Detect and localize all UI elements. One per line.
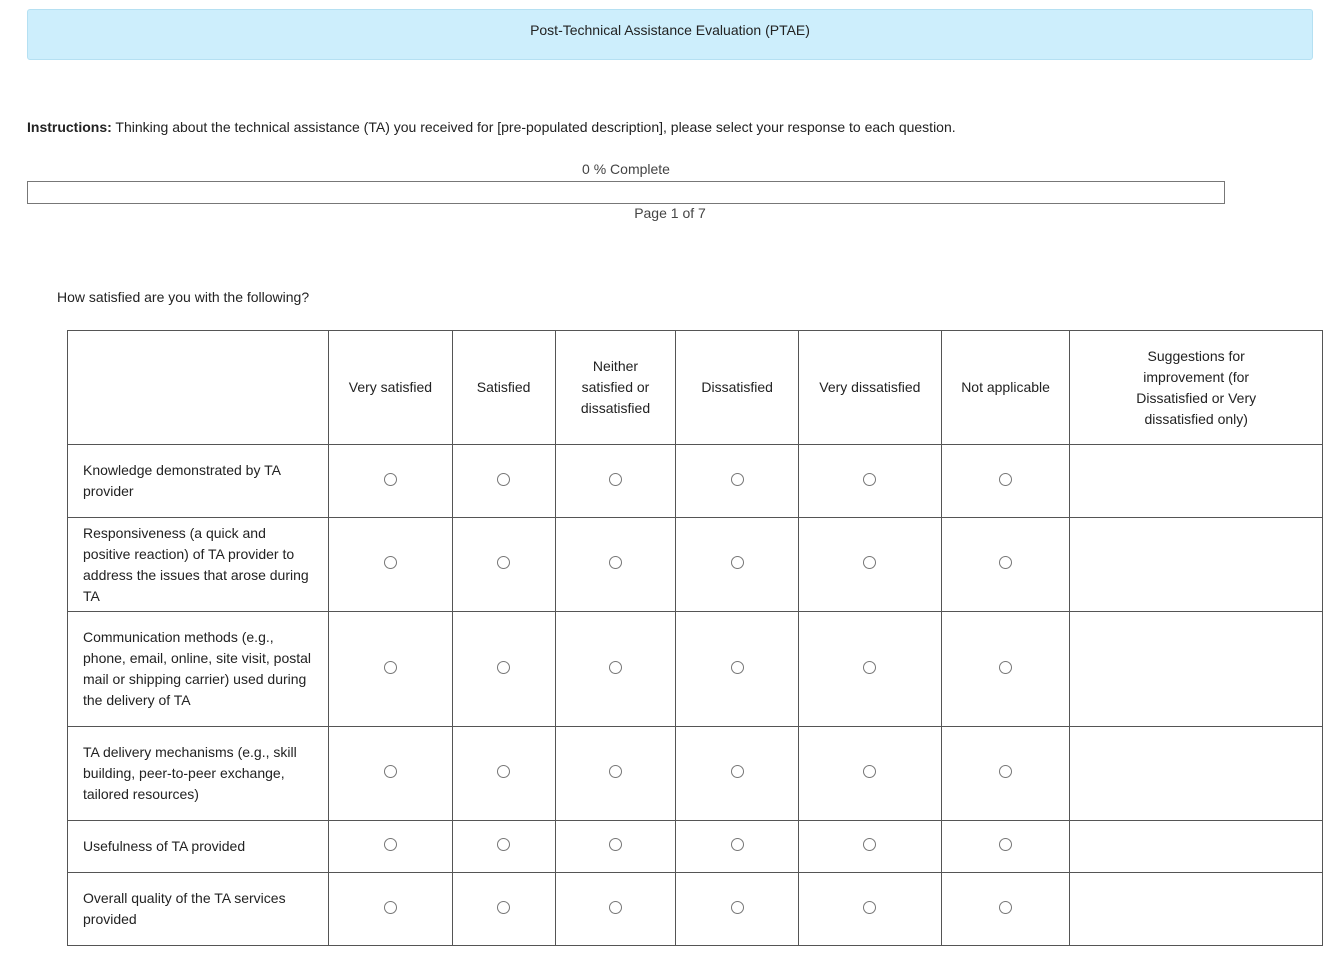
- radio-cell: [941, 821, 1070, 873]
- radio-cell: [798, 727, 941, 821]
- radio-cell: [676, 518, 799, 612]
- radio-cell: [941, 612, 1070, 727]
- suggestions-cell[interactable]: [1070, 445, 1323, 518]
- column-header: Suggestions for improvement (for Dissatisfied or Very dissatisfied only): [1070, 331, 1323, 445]
- radio-button[interactable]: [999, 901, 1012, 914]
- radio-cell: [452, 612, 555, 727]
- radio-cell: [452, 445, 555, 518]
- row-label: Usefulness of TA provided: [68, 821, 329, 873]
- radio-button[interactable]: [497, 473, 510, 486]
- radio-cell: [555, 873, 676, 946]
- radio-button[interactable]: [863, 901, 876, 914]
- radio-button[interactable]: [497, 661, 510, 674]
- radio-button[interactable]: [497, 838, 510, 851]
- radio-button[interactable]: [863, 765, 876, 778]
- radio-button[interactable]: [384, 901, 397, 914]
- radio-button[interactable]: [384, 661, 397, 674]
- radio-cell: [452, 821, 555, 873]
- progress-bar: [27, 181, 1225, 204]
- table-row: [68, 445, 1323, 518]
- table-row: [68, 727, 1323, 821]
- table-row: [68, 612, 1323, 727]
- instructions: [27, 119, 956, 135]
- radio-button[interactable]: [609, 556, 622, 569]
- radio-cell: [329, 612, 452, 727]
- header-blank: [68, 331, 329, 445]
- question-text: How satisfied are you with the following?: [57, 289, 310, 305]
- radio-cell: [555, 727, 676, 821]
- radio-button[interactable]: [999, 661, 1012, 674]
- table-row: [68, 518, 1323, 612]
- radio-button[interactable]: [497, 765, 510, 778]
- radio-button[interactable]: [609, 661, 622, 674]
- radio-cell: [798, 445, 941, 518]
- progress-label: 0 % Complete: [582, 161, 670, 177]
- suggestions-cell[interactable]: [1070, 821, 1323, 873]
- radio-cell: [329, 518, 452, 612]
- radio-cell: [329, 445, 452, 518]
- radio-cell: [452, 727, 555, 821]
- radio-button[interactable]: [384, 556, 397, 569]
- radio-cell: [329, 727, 452, 821]
- radio-button[interactable]: [609, 901, 622, 914]
- radio-cell: [452, 518, 555, 612]
- radio-button[interactable]: [384, 765, 397, 778]
- table-row: [68, 873, 1323, 946]
- radio-button[interactable]: [863, 556, 876, 569]
- radio-cell: [555, 612, 676, 727]
- radio-cell: [329, 821, 452, 873]
- column-header: Not applicable: [941, 331, 1070, 445]
- radio-button[interactable]: [609, 473, 622, 486]
- radio-cell: [676, 821, 799, 873]
- row-label: Overall quality of the TA services provided: [68, 873, 329, 946]
- suggestions-cell[interactable]: [1070, 727, 1323, 821]
- radio-cell: [798, 518, 941, 612]
- radio-cell: [676, 612, 799, 727]
- row-label: Communication methods (e.g., phone, email, online, site visit, postal mail or shipping carrier) used during the delivery of TA: [68, 612, 329, 727]
- table-row: [68, 821, 1323, 873]
- radio-button[interactable]: [497, 556, 510, 569]
- radio-button[interactable]: [731, 473, 744, 486]
- radio-cell: [555, 821, 676, 873]
- row-label: TA delivery mechanisms (e.g., skill building, peer-to-peer exchange, tailored resources): [68, 727, 329, 821]
- radio-cell: [941, 518, 1070, 612]
- radio-cell: [941, 445, 1070, 518]
- radio-cell: [676, 873, 799, 946]
- row-label: Responsiveness (a quick and positive reaction) of TA provider to address the issues that arose during TA: [68, 518, 329, 612]
- radio-cell: [798, 873, 941, 946]
- radio-cell: [329, 873, 452, 946]
- radio-button[interactable]: [384, 838, 397, 851]
- radio-cell: [555, 518, 676, 612]
- radio-button[interactable]: [863, 838, 876, 851]
- radio-button[interactable]: [999, 838, 1012, 851]
- instructions-text: Thinking about the technical assistance (TA) you received for [pre-populated description], please select your response to each question.: [111, 119, 956, 135]
- radio-cell: [798, 612, 941, 727]
- radio-button[interactable]: [609, 838, 622, 851]
- row-label: Knowledge demonstrated by TA provider: [68, 445, 329, 518]
- radio-cell: [452, 873, 555, 946]
- column-header: Neither satisfied or dissatisfied: [555, 331, 676, 445]
- radio-button[interactable]: [731, 661, 744, 674]
- suggestions-cell[interactable]: [1070, 612, 1323, 727]
- suggestions-cell[interactable]: [1070, 518, 1323, 612]
- survey-title: Post-Technical Assistance Evaluation (PTAE): [530, 22, 810, 38]
- radio-cell: [798, 821, 941, 873]
- instructions-label: Instructions:: [27, 119, 112, 135]
- radio-cell: [676, 727, 799, 821]
- radio-button[interactable]: [731, 765, 744, 778]
- radio-button[interactable]: [999, 765, 1012, 778]
- radio-button[interactable]: [731, 556, 744, 569]
- survey-title-banner: [27, 9, 1313, 60]
- column-header: Very dissatisfied: [798, 331, 941, 445]
- radio-button[interactable]: [863, 473, 876, 486]
- radio-cell: [941, 727, 1070, 821]
- radio-cell: [555, 445, 676, 518]
- radio-button[interactable]: [384, 473, 397, 486]
- radio-button[interactable]: [497, 901, 510, 914]
- radio-button[interactable]: [999, 473, 1012, 486]
- column-header: Very satisfied: [329, 331, 452, 445]
- radio-cell: [941, 873, 1070, 946]
- radio-button[interactable]: [731, 901, 744, 914]
- page-indicator: Page 1 of 7: [634, 205, 706, 221]
- radio-cell: [676, 445, 799, 518]
- radio-button[interactable]: [999, 556, 1012, 569]
- column-header: Satisfied: [452, 331, 555, 445]
- radio-button[interactable]: [609, 765, 622, 778]
- suggestions-cell[interactable]: [1070, 873, 1323, 946]
- satisfaction-matrix: [67, 330, 1323, 946]
- radio-button[interactable]: [863, 661, 876, 674]
- radio-button[interactable]: [731, 838, 744, 851]
- column-header: Dissatisfied: [676, 331, 799, 445]
